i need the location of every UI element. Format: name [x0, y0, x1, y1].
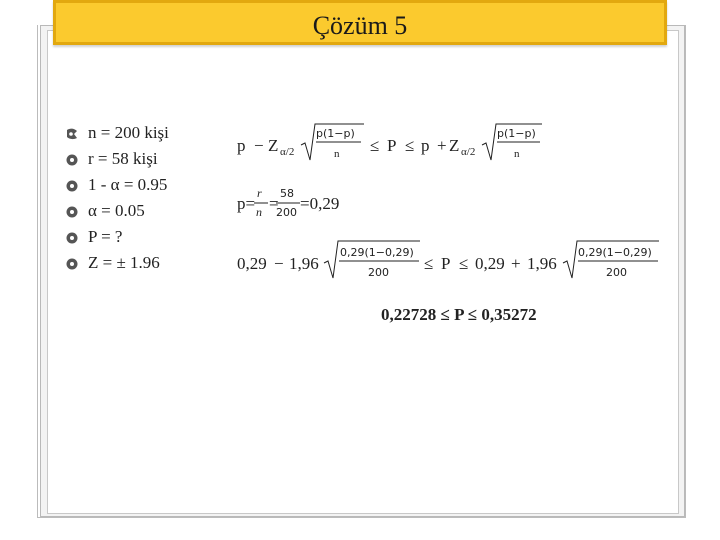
interval-p-2: 0,29	[475, 254, 505, 273]
interval-z-2: 1,96	[527, 254, 557, 273]
bullet-icon	[66, 128, 78, 140]
point-estimate	[230, 183, 360, 223]
bullet-icon	[66, 206, 78, 218]
frame-left-line	[37, 25, 38, 518]
bullet-icon	[66, 154, 78, 166]
slide-title: Çözüm 5	[312, 11, 408, 40]
bullet-icon	[66, 258, 78, 270]
estimate-lhs: p=	[237, 194, 256, 213]
given-item-text: Z = ± 1.96	[88, 253, 160, 272]
given-item-text: 1 - α = 0.95	[88, 175, 168, 194]
bullet-icon	[66, 232, 78, 244]
bullet-icon	[66, 180, 78, 192]
title-bar	[53, 0, 667, 45]
interval-formula	[230, 118, 550, 168]
formula-leq: ≤	[370, 136, 380, 155]
formula-plus: +	[437, 136, 447, 155]
estimate-eq: =	[269, 194, 279, 213]
interval-numer-2: 0,29(1−0,29)	[578, 246, 652, 259]
formula-z: Z	[268, 136, 279, 155]
formula-leq-2: ≤	[405, 136, 415, 155]
estimate-val: =0,29	[300, 194, 340, 213]
interval-leq-2: ≤	[459, 254, 469, 273]
formula-minus: −	[254, 136, 264, 155]
given-item-text: α = 0.05	[88, 201, 145, 220]
interval-denom-2: 200	[606, 266, 627, 279]
estimate-num: 58	[280, 187, 294, 200]
formula-denom: n	[334, 148, 340, 160]
formula-denom-2: n	[514, 148, 520, 160]
frame-right-line	[685, 25, 686, 518]
formula-numer-2: p(1−p)	[497, 127, 536, 140]
formula-P: P	[387, 136, 397, 155]
interval-p: 0,29	[237, 254, 267, 273]
interval-P: P	[441, 254, 451, 273]
formula-p: p	[237, 136, 246, 155]
interval-leq: ≤	[424, 254, 434, 273]
result-interval: 0,22728 ≤ P ≤ 0,35272	[381, 305, 537, 324]
given-item-text: n = 200 kişi	[88, 123, 169, 142]
estimate-r: r	[257, 186, 262, 200]
interval-plus: +	[511, 254, 521, 273]
interval-denom: 200	[368, 266, 389, 279]
given-item-text: r = 58 kişi	[88, 149, 158, 168]
formula-numer: p(1−p)	[316, 127, 355, 140]
estimate-n: n	[256, 205, 262, 219]
interval-minus: −	[274, 254, 284, 273]
numeric-interval	[230, 236, 670, 286]
formula-z-sub: α/2	[280, 146, 295, 158]
formula-p-2: p	[421, 136, 430, 155]
given-item-text: P = ?	[88, 227, 123, 246]
interval-z: 1,96	[289, 254, 319, 273]
estimate-den: 200	[276, 206, 297, 219]
formula-z-sub-2: α/2	[461, 146, 476, 158]
frame-bottom-line	[37, 517, 686, 518]
formula-z-2: Z	[449, 136, 460, 155]
interval-numer: 0,29(1−0,29)	[340, 246, 414, 259]
